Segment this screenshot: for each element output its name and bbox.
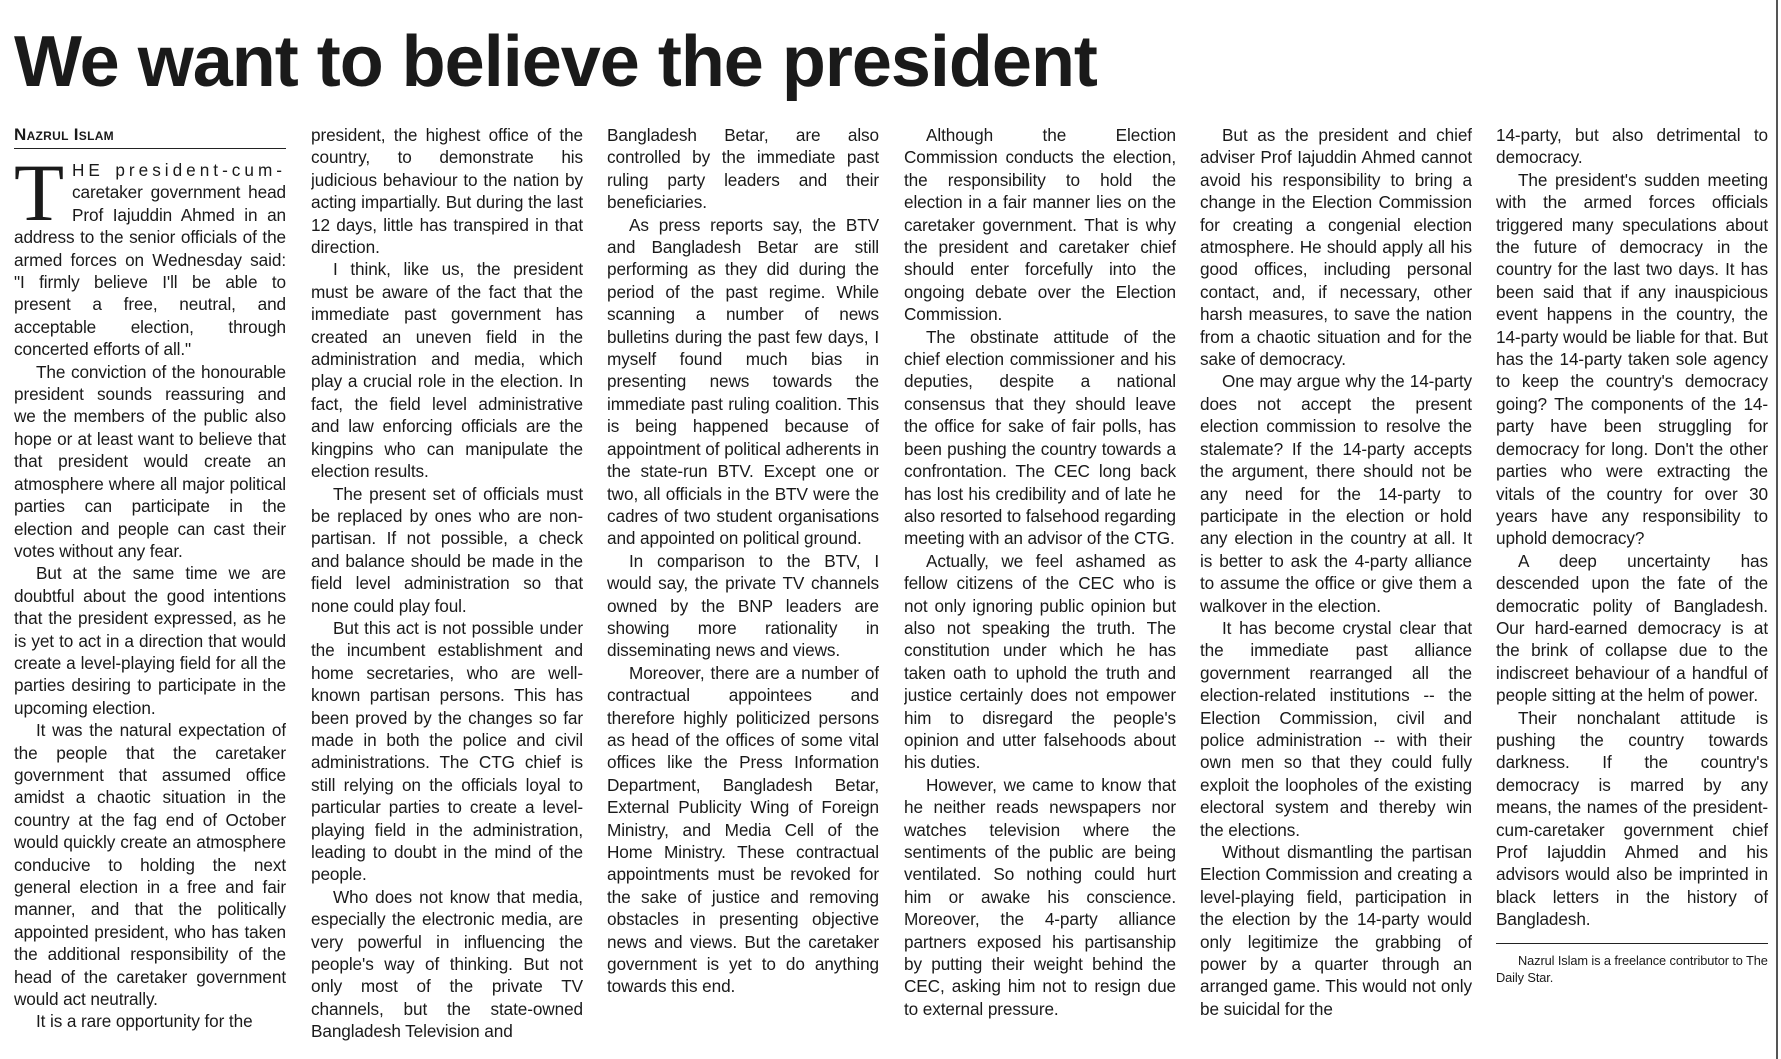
column-2 (311, 124, 583, 1054)
paragraph: Moreover, there are a number of contractual appointees and therefore highly politicized persons as head of the offices of some vital offices like the Press Information Department, Bangladesh Betar, External Publicity Wing of Foreign Ministry, and Media Cell of the Home Ministry. These contractual appointments must be revoked for the sake of justice and removing obstacles in presenting objective news and views. But the caretaker government is yet to do anything towards this end. (607, 662, 879, 997)
paragraph: The president's sudden meeting with the armed forces officials triggered many speculations about the future of democracy in the country for the last two days. It has been said that if any inauspicious event happens in the country, the 14-party would be liable for that. But has the 14-party taken sole agency to keep the country's democracy going? The components of the 14-party have been struggling for democracy for long. Don't the other parties who were extracting the vitals of the country for over 30 years have any responsibility to uphold democracy? (1496, 169, 1768, 549)
paragraph: I think, like us, the president must be aware of the fact that the immediate past government has created an uneven field in the administration and media, which play a crucial role in the election. In fact, the field level administrative and law enforcing officials are the kingpins who can manipulate the election results. (311, 259, 583, 482)
author-note: Nazrul Islam is a freelance contributor to The Daily Star. (1496, 952, 1768, 985)
paragraph: The present set of officials must be replaced by ones who are non-partisan. If not possible, a check and balance should be made in the field level administration so that none could play foul. (311, 483, 583, 616)
lead-paragraph (14, 147, 286, 361)
byline: Nazrul Islam (14, 124, 286, 149)
paragraph: The obstinate attitude of the chief election commissioner and his deputies, despite a national consensus that they should leave the office for sake of fair polls, has been pushing the country towards a confrontation. The CEC long back has lost his credibility and of late he also resorted to falsehood regarding meeting with an advisor of the CTG. (904, 326, 1176, 549)
paragraph: A deep uncertainty has descended upon the fate of the democratic polity of Bangladesh. Our hard-earned democracy is at the brink of collapse due to the indiscreet behaviour of a handful of people sitting at the helm of power. (1496, 550, 1768, 706)
paragraph: But as the president and chief adviser Prof Iajuddin Ahmed cannot avoid his responsibility to bring a change in the Election Commission for creating a congenial election atmosphere. He should apply all his good offices, including personal contact, and, if necessary, other harsh measures, to save the nation from a chaotic situation and for the sake of democracy. (1200, 125, 1472, 370)
paragraph: One may argue why the 14-party does not accept the present election commission to resolve the stalemate? If the 14-party accepts the argument, there should not be any need for the 14-party to participate in the election or hold any election in the country at all. It is better to ask the 4-party alliance to assume the office or give them a walkover in the election. (1200, 371, 1472, 616)
paragraph: The conviction of the honourable president sounds reassuring and we the members of the public also hope or at least want to believe that that president would create an atmosphere where all major political parties can participate in the election and people can cast their votes without any fear. (14, 361, 286, 561)
paragraph: It has become crystal clear that the immediate past alliance government rearranged all the election-related institutions -- the Election Commission, civil and police administration -- with their own men so that they could fully exploit the loopholes of the existing electoral system and thereby win the elections. (1200, 617, 1472, 840)
paragraph: Actually, we feel ashamed as fellow citizens of the CEC who is not only ignoring public opinion but also not speaking the truth. The constitution under which he has taken oath to uphold the truth and justice certainly does not empower him to disregard the people's opinion and utter falsehoods about his duties. (904, 550, 1176, 773)
lead-text: caretaker government head Prof Iajuddin Ahmed in an address to the senior officials of the armed forces on Wednesday said: "I firmly believe I'll be able to present a free, neutral, and acceptable election, through concerted efforts of all." (14, 182, 286, 360)
column-3 (607, 124, 879, 1054)
page-edge-rule (1776, 0, 1778, 1059)
author-note-rule (1496, 943, 1768, 944)
paragraph: Who does not know that media, especially the electronic media, are very powerful in influencing the people's way of thinking. But not only most of the private TV channels, but the state-owned Bangladesh Television and (311, 886, 583, 1042)
paragraph: As press reports say, the BTV and Bangladesh Betar are still performing as they did during the period of the past regime. While scanning a number of news bulletins during the past few days, I myself found much bias in presenting news towards the immediate past ruling coalition. This is being happened because of appointment of political adherents in the state-run BTV. Except one or two, all officials in the BTV were the cadres of two student organisations and appointed on political ground. (607, 214, 879, 549)
paragraph: Although the Election Commission conducts the election, the responsibility to hold the election in a fair manner lies on the caretaker government. That is why the president and caretaker chief should enter forcefully into the ongoing debate over the Election Commission. (904, 125, 1176, 325)
lead-caps: HE president-cum- (72, 160, 286, 180)
drop-cap: T (14, 147, 64, 238)
paragraph: But this act is not possible under the incumbent establishment and home secretaries, who are well-known partisan persons. This has been proved by the changes so far made in both the police and civil administrations. The CTG chief is still relying on the officials loyal to particular parties to create a level-playing field in the administration, leading to doubt in the mind of the people. (311, 617, 583, 885)
column-4 (904, 124, 1176, 1054)
paragraph-continued: 14-party, but also detrimental to democracy. (1496, 125, 1768, 168)
paragraph: But at the same time we are doubtful about the good intentions that the president expressed, as he is yet to act in a direction that would create a level-playing field for all the parties desiring to participate in the upcoming election. (14, 563, 286, 718)
paragraph: It was the natural expectation of the people that the caretaker government that assumed office amidst a chaotic situation in the country at the fag end of October would quickly create an atmosphere conducive to holding the next general election in a free and fair manner, and that the politically appointed president, who has taken the additional responsibility of the head of the caretaker government would act neutrally. (14, 720, 286, 1010)
paragraph: However, we came to know that he neither reads newspapers nor watches television where the sentiments of the public are being ventilated. So nothing could hurt him or awake his conscience. Moreover, the 4-party alliance partners exposed his partisanship by putting their weight behind the CEC, asking him not to resign due to external pressure. (904, 774, 1176, 1019)
paragraph: It is a rare opportunity for the (36, 1011, 253, 1032)
column-5 (1200, 124, 1472, 1054)
paragraph: In comparison to the BTV, I would say, the private TV channels owned by the BNP leaders are showing more rationality in disseminating news and views. (607, 550, 879, 661)
paragraph-continued: president, the highest office of the country, to demonstrate his judicious behaviour to the nation by acting impartially. But during the last 12 days, little has transpired in that direction. (311, 125, 583, 258)
paragraph-continued: Bangladesh Betar, are also controlled by the immediate past ruling party leaders and their beneficiaries. (607, 125, 879, 213)
paragraph: Their nonchalant attitude is pushing the country towards darkness. If the country's democracy is marred by any means, the names of the president-cum-caretaker government chief Prof Iajuddin Ahmed and his advisors would also be imprinted in black letters in the history of Bangladesh. (1496, 707, 1768, 930)
column-6 (1496, 124, 1768, 1054)
headline: We want to believe the president (14, 22, 1097, 102)
paragraph: Without dismantling the partisan Election Commission and creating a level-playing field, participation in the election by the 14-party would only legitimize the grabbing of power by a quarter through an arranged game. This would not only be suicidal for the (1200, 842, 1472, 1019)
column-1 (14, 124, 286, 1054)
